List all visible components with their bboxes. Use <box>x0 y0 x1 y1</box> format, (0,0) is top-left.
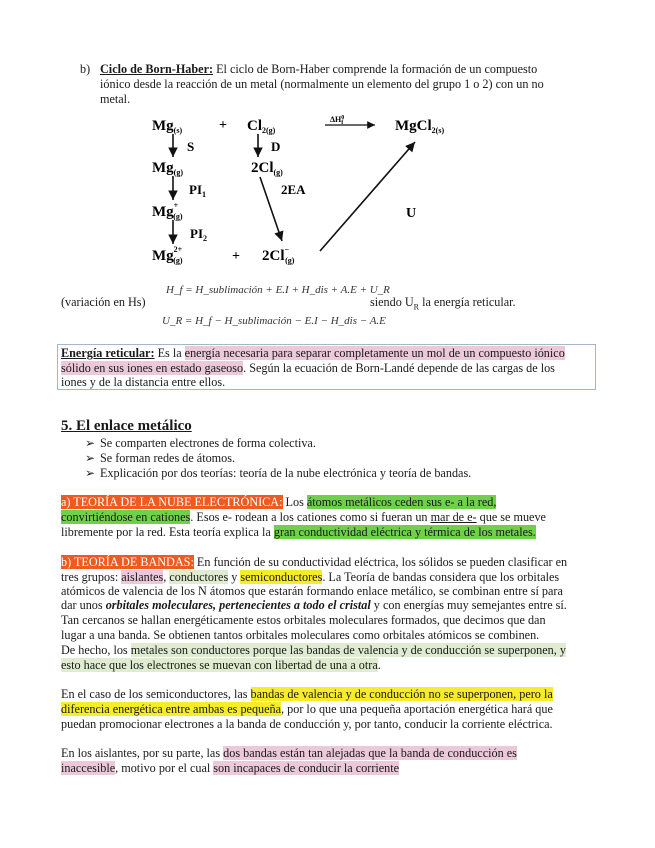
electron-affinity-arrow <box>260 177 282 241</box>
bullet-icon: ➢ <box>85 451 96 465</box>
semiconductores-line-2: diferencia energética entre ambas es pequeña, por lo que una pequeña aportación energética hará que <box>61 702 553 716</box>
siendo-text: siendo $U_R$ la energía reticular. <box>370 295 516 312</box>
bandas-heading: b) TEORÍA DE BANDAS: <box>61 555 194 569</box>
mg-gas: $Mg_{(g)}$ <box>152 160 183 177</box>
aislantes-line-1: En los aislantes, por su parte, las dos bandas están tan alejadas que la banda de conducción es <box>61 746 517 760</box>
bandas-line-1: b) TEORÍA DE BANDAS: En función de su conductividad eléctrica, los sólidos se pueden clasificar en <box>61 555 568 569</box>
cl-minus-gas: 2Cl− (g) <box>262 245 295 265</box>
aislantes-line-2: inaccesible, motivo por el cual son incapaces de conducir la corriente <box>61 761 400 775</box>
born-haber-text-3: metal. <box>100 92 131 106</box>
plus-sign-1: + <box>219 118 227 133</box>
u-label: U <box>406 206 417 221</box>
bullet-item: Explicación por dos teorías: teoría de la nube electrónica y teoría de bandas. <box>100 466 472 480</box>
pi1-label: $PI_1$ <box>189 182 206 199</box>
d-label: D <box>271 139 281 154</box>
section-title: 5. El enlace metálico <box>61 418 192 434</box>
bullet-item: Se forman redes de átomos. <box>100 451 236 465</box>
bandas-line-4: dar unos orbitales moleculares, pertenecientes a todo el cristal y con energías muy semejantes entre sí. <box>61 598 567 612</box>
bandas-line-3: atómicos de valencia de los N átomos que estarán formando enlace metálico, se combinan entre sí para <box>61 584 563 598</box>
bullet-icon: ➢ <box>85 436 96 450</box>
ea-label: 2EA <box>281 182 306 197</box>
energia-reticular-line-3: iones y de la distancia entre ellos. <box>61 375 226 389</box>
bandas-line-2: tres grupos: aislantes, conductores y semiconductores. La Teoría de bandas considera que los orbitales <box>61 570 560 584</box>
nube-heading: a) TEORÍA DE LA NUBE ELECTRÓNICA: <box>61 495 283 509</box>
mg-plus-gas: Mg+ (g) <box>152 201 183 221</box>
born-haber-text-2: iónico desde la reacción de un metal (normalmente un elemento del grupo 1 o 2) con un no <box>100 77 544 91</box>
mgcl2-solid: MgCl$_{2(s)}$ <box>395 118 445 135</box>
mg2-plus-gas: $Mg^{2+}$ (g) <box>152 245 183 265</box>
mg-solid: $Mg_{(s)}$ <box>152 118 183 135</box>
lattice-energy-arrow <box>320 142 415 251</box>
delta-h-label: $\Delta H^0$ f <box>330 115 345 126</box>
nube-line-1: a) TEORÍA DE LA NUBE ELECTRÓNICA: Los átomos metálicos ceden sus e- a la red, <box>61 495 497 509</box>
semiconductores-line-3: puedan promocionar electrones a la banda de conducción y, por tanto, conducir la corriente eléctrica. <box>61 717 553 731</box>
formula-ur: U_R = H_f − H_sublimación − E.I − H_dis − A.E <box>162 315 386 327</box>
born-haber-text-1: El ciclo de Born-Haber comprende la formación de un compuesto <box>213 62 538 76</box>
list-label-b: b) <box>80 62 91 76</box>
born-haber-title: Ciclo de Born-Haber: <box>100 62 214 76</box>
s-label: S <box>187 139 195 154</box>
bullet-item: Se comparten electrones de forma colectiva. <box>100 436 316 450</box>
nube-line-2: convirtiéndose en cationes. Esos e- rodean a los cationes como si fueran un mar de e- que se mueve <box>61 510 546 524</box>
formula-hf: H_f = H_sublimación + E.I + H_dis + A.E + U_R <box>166 284 390 296</box>
born-haber-diagram <box>140 110 490 275</box>
cl2-gas: $Cl_{2(g)}$ <box>247 118 276 135</box>
variation-label: (variación en Hs) <box>61 295 146 309</box>
bullet-icon: ➢ <box>85 466 96 480</box>
bandas-line-7: De hecho, los metales son conductores porque las bandas de valencia y de conducción se superponen, y <box>61 643 566 657</box>
bandas-line-6: lugar a una banda. Se obtienen tantos orbitales moleculares como orbitales atómicos se combinen. <box>61 628 540 642</box>
cl-gas: $2Cl_{(g)}$ <box>251 160 283 177</box>
energia-reticular-title: Energía reticular: <box>61 346 155 360</box>
energia-reticular-line-1: Energía reticular: Es la energía necesaria para separar completamente un mol de un compuesto iónico <box>61 346 565 360</box>
energia-reticular-line-2: sólido en sus iones en estado gaseoso. Según la ecuación de Born-Landé depende de las cargas de los <box>61 361 555 375</box>
pi2-label: $PI_2$ <box>190 226 207 243</box>
born-haber-paragraph <box>100 62 537 77</box>
plus-sign-2: + <box>232 249 240 264</box>
semiconductores-line-1: En el caso de los semiconductores, las bandas de valencia y de conducción no se superponen, pero la <box>61 687 553 701</box>
nube-line-3: libremente por la red. Esta teoría explica la gran conductividad eléctrica y térmica de los metales. <box>61 525 536 539</box>
bandas-line-5: Tan cercanos se hallan energéticamente estos orbitales moleculares formados, que decimos que dan <box>61 613 546 627</box>
bandas-line-8: esto hace que los electrones se muevan con libertad de una a otra. <box>61 658 381 672</box>
